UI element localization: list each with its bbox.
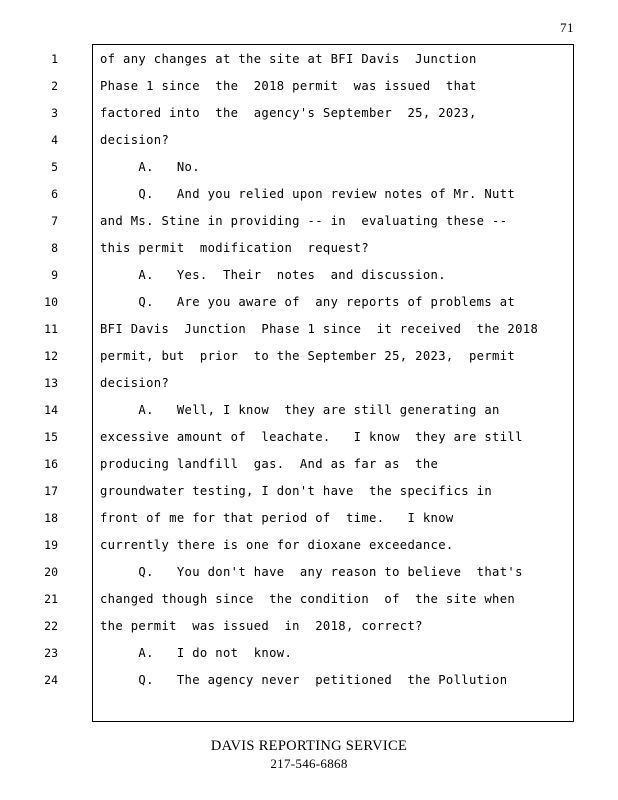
- line-number: 19: [44, 538, 58, 552]
- transcript-line: [0, 187, 574, 214]
- line-text: groundwater testing, I don't have the specifics in: [100, 484, 493, 498]
- line-number: 10: [44, 295, 58, 309]
- line-number: 11: [44, 322, 58, 336]
- line-text: Q. You don't have any reason to believe that's: [100, 565, 523, 579]
- line-text: A. Yes. Their notes and discussion.: [100, 268, 446, 282]
- line-number: 22: [44, 619, 58, 633]
- line-number: 16: [44, 457, 58, 471]
- line-number: 17: [44, 484, 58, 498]
- line-text: decision?: [100, 133, 170, 147]
- line-text: and Ms. Stine in providing -- in evaluating these --: [100, 214, 508, 228]
- line-number: 6: [51, 187, 58, 201]
- line-number: 21: [44, 592, 58, 606]
- line-number: 3: [51, 106, 58, 120]
- line-text: producing landfill gas. And as far as the: [100, 457, 439, 471]
- line-text: the permit was issued in 2018, correct?: [100, 619, 423, 633]
- transcript-line: [0, 79, 574, 106]
- line-number: 15: [44, 430, 58, 444]
- line-text: excessive amount of leachate. I know they are still: [100, 430, 523, 444]
- transcript-lines: [0, 44, 574, 700]
- line-text: front of me for that period of time. I know: [100, 511, 454, 525]
- line-text: A. Well, I know they are still generating an: [100, 403, 500, 417]
- line-text: this permit modification request?: [100, 241, 370, 255]
- line-number: 1: [51, 52, 58, 66]
- line-text: permit, but prior to the September 25, 2023, permit: [100, 349, 516, 363]
- transcript-line: [0, 592, 574, 619]
- transcript-line: [0, 430, 574, 457]
- line-number: 8: [51, 241, 58, 255]
- transcript-line: [0, 241, 574, 268]
- line-number: 4: [51, 133, 58, 147]
- line-number: 9: [51, 268, 58, 282]
- transcript-line: [0, 403, 574, 430]
- transcript-line: [0, 484, 574, 511]
- transcript-line: [0, 214, 574, 241]
- line-number: 7: [51, 214, 58, 228]
- line-number: 24: [44, 673, 58, 687]
- line-text: decision?: [100, 376, 170, 390]
- transcript-line: [0, 538, 574, 565]
- line-number: 18: [44, 511, 58, 525]
- reporting-service-name: DAVIS REPORTING SERVICE: [210, 738, 408, 754]
- line-number: 5: [51, 160, 58, 174]
- transcript-line: [0, 619, 574, 646]
- line-number: 20: [44, 565, 58, 579]
- transcript-line: [0, 457, 574, 484]
- transcript-line: [0, 106, 574, 133]
- transcript-line: [0, 511, 574, 538]
- transcript-line: [0, 268, 574, 295]
- line-text: A. I do not know.: [100, 646, 293, 660]
- page-footer: [0, 738, 618, 772]
- transcript-line: [0, 160, 574, 187]
- line-text: Q. And you relied upon review notes of Mr. Nutt: [100, 187, 516, 201]
- line-number: 23: [44, 646, 58, 660]
- line-text: factored into the agency's September 25, 2023,: [100, 106, 477, 120]
- line-number: 14: [44, 403, 58, 417]
- line-number: 12: [44, 349, 58, 363]
- transcript-line: [0, 133, 574, 160]
- line-text: currently there is one for dioxane exceedance.: [100, 538, 454, 552]
- transcript-line: [0, 52, 574, 79]
- transcript-line: [0, 565, 574, 592]
- line-text: A. No.: [100, 160, 200, 174]
- transcript-line: [0, 673, 574, 700]
- line-text: of any changes at the site at BFI Davis Junction: [100, 52, 477, 66]
- transcript-line: [0, 322, 574, 349]
- transcript-line: [0, 646, 574, 673]
- transcript-line: [0, 295, 574, 322]
- page-number: 71: [560, 20, 574, 35]
- transcript-line: [0, 349, 574, 376]
- line-number: 2: [51, 79, 58, 93]
- line-text: Q. Are you aware of any reports of problems at: [100, 295, 516, 309]
- line-text: changed though since the condition of the site when: [100, 592, 516, 606]
- transcript-line: [0, 376, 574, 403]
- line-text: BFI Davis Junction Phase 1 since it received the 2018: [100, 322, 539, 336]
- line-text: Phase 1 since the 2018 permit was issued that: [100, 79, 477, 93]
- reporting-service-phone: 217-546-6868: [270, 756, 348, 771]
- line-text: Q. The agency never petitioned the Pollution: [100, 673, 508, 687]
- line-number: 13: [44, 376, 58, 390]
